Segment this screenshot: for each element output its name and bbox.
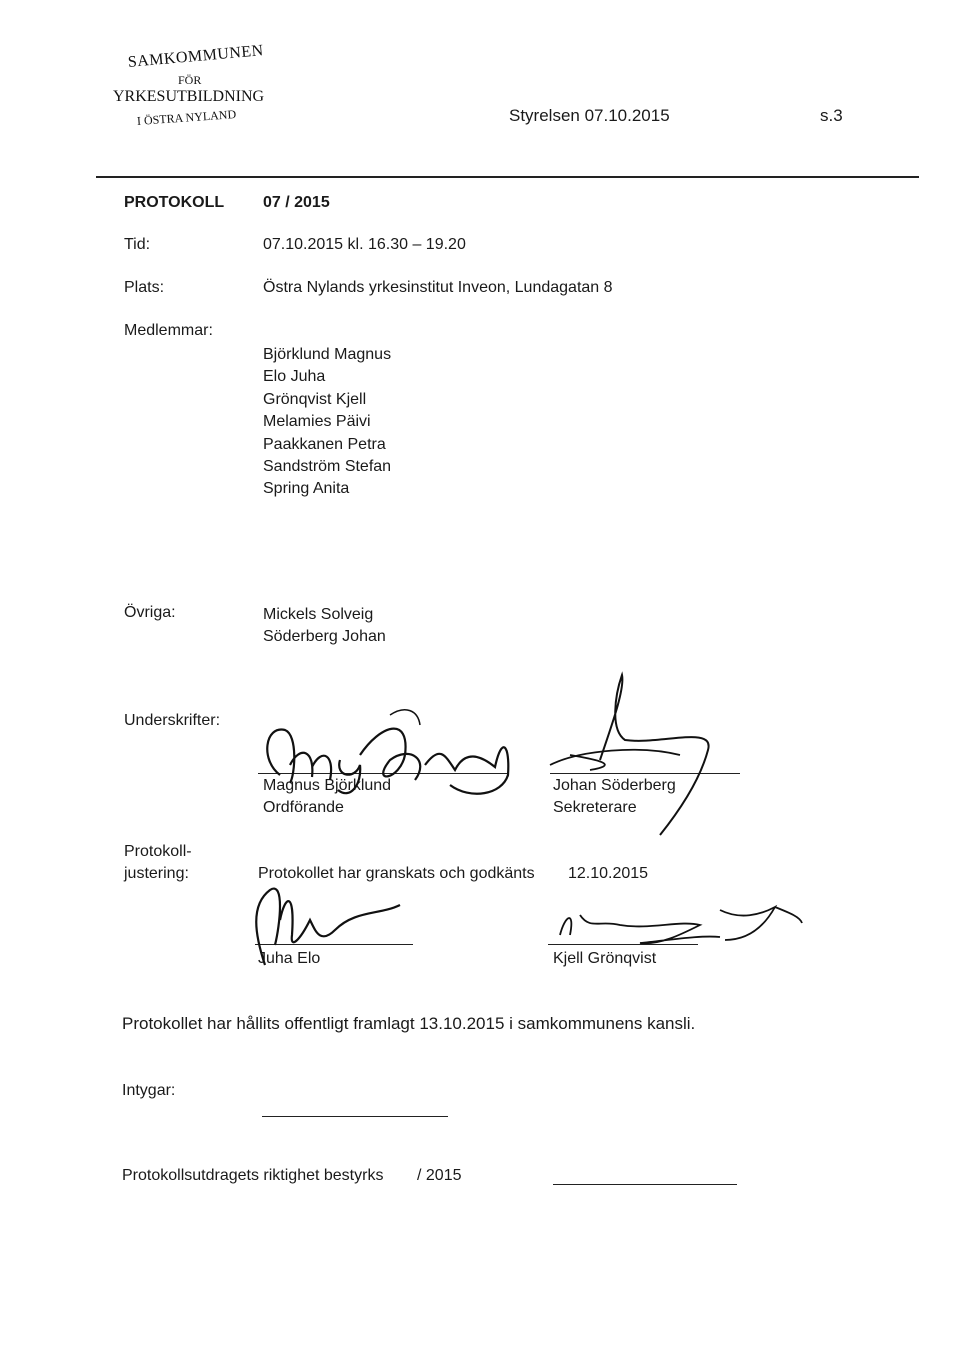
adjustment-label-line2: justering: (124, 865, 189, 882)
secretary-signature (530, 670, 730, 840)
adjustment-date: 12.10.2015 (568, 865, 649, 882)
member-name: Melamies Päivi (263, 413, 371, 431)
meeting-title: Styrelsen 07.10.2015 (509, 106, 670, 125)
org-logo-line3: YRKESUTBILDNING (113, 88, 265, 105)
members-label: Medlemmar: (124, 322, 213, 339)
page-number: s.3 (820, 106, 843, 125)
chair-signature (240, 705, 520, 805)
header-divider (96, 176, 919, 178)
member-name: Spring Anita (263, 480, 350, 498)
certification-label: Intygar: (122, 1082, 176, 1099)
certification-statement: Protokollsutdragets riktighet bestyrks (122, 1167, 384, 1184)
member-name: Björklund Magnus (263, 346, 392, 363)
other-name: Söderberg Johan (263, 628, 386, 646)
adjustment-statement: Protokollet har granskats och godkänts (258, 865, 535, 882)
certification-date-line (553, 1184, 737, 1185)
member-name: Elo Juha (263, 368, 326, 386)
adjustment-label-line1: Protokoll- (124, 843, 192, 860)
protocol-label: PROTOKOLL (124, 194, 225, 211)
others-list (263, 604, 386, 649)
adjuster2-signature (550, 895, 810, 965)
adjuster2-name: Kjell Grönqvist (553, 950, 657, 967)
protocol-number: 07 / 2015 (263, 194, 330, 211)
members-list (263, 344, 391, 501)
member-name: Paakkanen Petra (263, 435, 386, 453)
member-name: Sandström Stefan (263, 458, 392, 476)
chair-role: Ordförande (263, 799, 344, 816)
org-logo-line4: I ÖSTRA NYLAND (136, 107, 237, 128)
place-label: Plats: (124, 279, 165, 296)
certification-date: / 2015 (417, 1167, 462, 1184)
other-name: Mickels Solveig (263, 606, 374, 623)
certification-signature-line (262, 1116, 448, 1117)
signatures-label: Underskrifter: (124, 712, 221, 729)
adjuster1-name: Juha Elo (258, 950, 321, 967)
org-logo-line1: SAMKOMMUNEN (127, 42, 265, 71)
time-value: 07.10.2015 kl. 16.30 – 19.20 (263, 236, 466, 253)
others-label: Övriga: (124, 604, 176, 621)
chair-name: Magnus Björklund (263, 777, 392, 794)
member-name: Grönqvist Kjell (263, 390, 367, 408)
org-logo-line2: FÖR (178, 73, 202, 87)
adjuster1-signature (240, 865, 410, 975)
secretary-role: Sekreterare (553, 799, 637, 816)
time-label: Tid: (124, 236, 151, 253)
place-value: Östra Nylands yrkesinstitut Inveon, Lundagatan 8 (263, 279, 613, 296)
secretary-name: Johan Söderberg (553, 777, 676, 794)
public-notice: Protokollet har hållits offentligt framlagt 13.10.2015 i samkommunens kansli. (122, 1014, 696, 1033)
